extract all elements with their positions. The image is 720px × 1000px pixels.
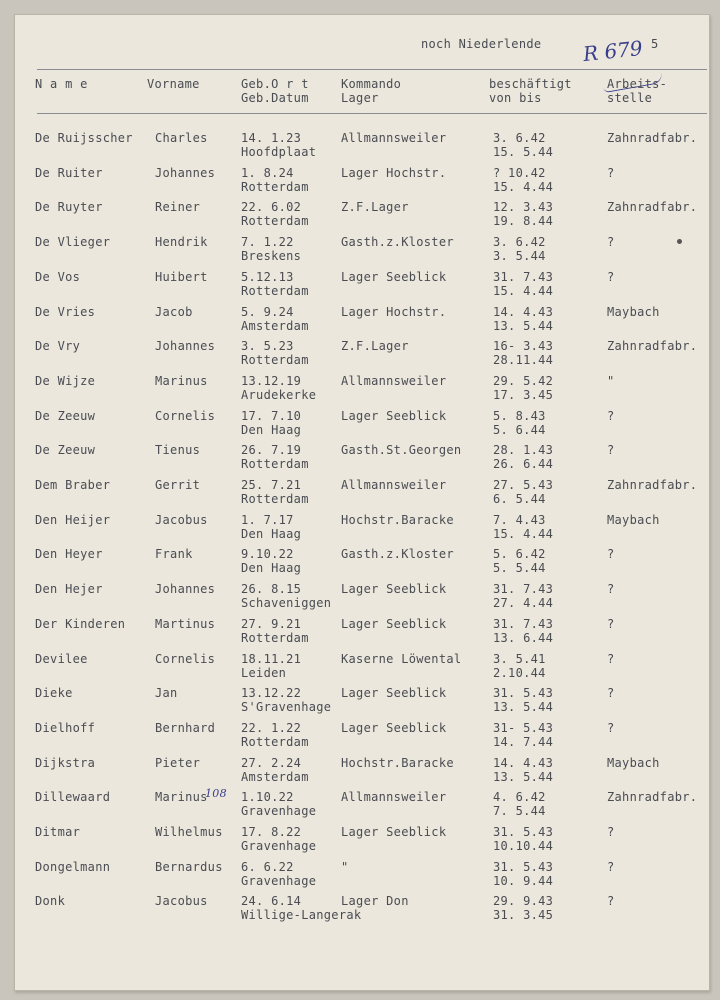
entry-bis: 15. 4.44 bbox=[493, 283, 554, 298]
entry-birth-place: Den Haag bbox=[241, 526, 302, 541]
entry-arbeitsstelle: Zahnradfabr. bbox=[607, 200, 698, 215]
entry-vorname: Jan bbox=[155, 686, 178, 701]
entry-arbeitsstelle: ? bbox=[607, 547, 615, 562]
table-row bbox=[15, 721, 709, 755]
entry-bis: 10.10.44 bbox=[493, 839, 554, 853]
entry-arbeitsstelle: ? bbox=[607, 651, 615, 666]
entry-vorname: Gerrit bbox=[155, 478, 201, 492]
entry-name: Den Hejer bbox=[35, 582, 103, 597]
entry-vorname: Johannes bbox=[155, 339, 216, 354]
entry-birth-date: 13.12.22 bbox=[241, 686, 302, 701]
table-row bbox=[15, 166, 709, 200]
entry-birth-place: S'Gravenhage bbox=[241, 700, 332, 715]
entry-vorname: Johannes bbox=[155, 582, 216, 597]
entry-bis: 13. 6.44 bbox=[493, 630, 554, 645]
entry-arbeitsstelle: Zahnradfabr. bbox=[607, 478, 698, 492]
table-row bbox=[15, 200, 709, 234]
entry-name: Devilee bbox=[35, 651, 88, 666]
entry-von: 31. 5.43 bbox=[493, 686, 554, 701]
table-row bbox=[15, 339, 709, 373]
entry-birth-date: 7. 1.22 bbox=[241, 235, 294, 250]
entry-birth-date: 13.12.19 bbox=[241, 373, 302, 388]
entry-von: 31. 7.43 bbox=[493, 616, 554, 631]
entry-vorname: Bernardus bbox=[155, 859, 223, 874]
entry-lager: Lager Seeblick bbox=[341, 616, 447, 631]
entry-birth-place: Rotterdam bbox=[241, 179, 309, 194]
entry-birth-date: 1. 7.17 bbox=[241, 512, 294, 527]
entry-birth-date: 27. 2.24 bbox=[241, 755, 302, 770]
entry-von: 5. 8.43 bbox=[493, 408, 546, 423]
entry-name: Der Kinderen bbox=[35, 616, 126, 631]
entry-von: 12. 3.43 bbox=[493, 200, 554, 215]
entry-bis: 15. 4.44 bbox=[493, 179, 554, 194]
entry-name: De Zeeuw bbox=[35, 443, 96, 458]
entry-von: 31. 5.43 bbox=[493, 825, 554, 839]
table-row bbox=[15, 235, 709, 269]
entry-vorname: Reiner bbox=[155, 200, 201, 215]
entry-lager: Gasth.St.Georgen bbox=[341, 443, 462, 458]
entry-birth-date: 14. 1.23 bbox=[241, 131, 302, 145]
entry-bis: 17. 3.45 bbox=[493, 387, 554, 402]
entry-bis: 10. 9.44 bbox=[493, 873, 554, 888]
entry-bis: 15. 4.44 bbox=[493, 526, 554, 541]
entry-vorname: Bernhard bbox=[155, 720, 216, 735]
entry-bis: 2.10.44 bbox=[493, 665, 546, 680]
entry-name: De Ruijsscher bbox=[35, 131, 133, 145]
entry-von: 27. 5.43 bbox=[493, 478, 554, 492]
entry-lager: Kaserne Löwental bbox=[341, 651, 462, 666]
entry-bis: 19. 8.44 bbox=[493, 214, 554, 229]
entry-lager: Allmannsweiler bbox=[341, 373, 447, 388]
entry-arbeitsstelle: ? bbox=[607, 269, 615, 284]
entry-birth-date: 18.11.21 bbox=[241, 651, 302, 666]
entry-von: 7. 4.43 bbox=[493, 512, 546, 527]
entry-birth-date: 1. 8.24 bbox=[241, 165, 294, 180]
entry-arbeitsstelle: Zahnradfabr. bbox=[607, 131, 698, 145]
header-von-bis: von bis bbox=[489, 91, 542, 105]
entry-birth-date: 26. 8.15 bbox=[241, 582, 302, 597]
entry-name: De Wijze bbox=[35, 373, 96, 388]
entry-bis: 6. 5.44 bbox=[493, 492, 546, 506]
entry-vorname: Hendrik bbox=[155, 235, 208, 250]
entry-name: Dieke bbox=[35, 686, 73, 701]
handwritten-annotation: 108 bbox=[205, 787, 227, 800]
entry-birth-date: 27. 9.21 bbox=[241, 616, 302, 631]
entry-arbeitsstelle: ? bbox=[607, 235, 615, 250]
entry-name: Den Heyer bbox=[35, 547, 103, 562]
entry-bis: 15. 5.44 bbox=[493, 145, 554, 159]
entry-birth-place: Breskens bbox=[241, 249, 302, 264]
entry-lager: Lager Seeblick bbox=[341, 686, 447, 701]
entry-bis: 7. 5.44 bbox=[493, 804, 546, 819]
entry-vorname: Marinus bbox=[155, 790, 208, 805]
header-stelle: stelle bbox=[607, 91, 653, 105]
entry-birth-date: 1.10.22 bbox=[241, 790, 294, 805]
entry-von: 31. 7.43 bbox=[493, 582, 554, 597]
entry-birth-place: Gravenhage bbox=[241, 804, 317, 819]
entry-lager: Lager Seeblick bbox=[341, 582, 447, 597]
table-row bbox=[15, 686, 709, 720]
entry-birth-place: Den Haag bbox=[241, 561, 302, 576]
entry-birth-date: 22. 6.02 bbox=[241, 200, 302, 215]
entry-bis: 5. 5.44 bbox=[493, 561, 546, 576]
entry-von: 5. 6.42 bbox=[493, 547, 546, 562]
entry-name: Dijkstra bbox=[35, 755, 96, 770]
entry-vorname: Pieter bbox=[155, 755, 201, 770]
entry-vorname: Jacobus bbox=[155, 512, 208, 527]
table-row bbox=[15, 894, 709, 928]
entry-lager: Lager Seeblick bbox=[341, 720, 447, 735]
entry-birth-place: Rotterdam bbox=[241, 214, 309, 229]
table-row bbox=[15, 409, 709, 443]
header-rule-top bbox=[37, 69, 707, 70]
entry-von: 16- 3.43 bbox=[493, 339, 554, 354]
entry-bis: 13. 5.44 bbox=[493, 700, 554, 715]
entry-von: 3. 6.42 bbox=[493, 131, 546, 145]
entry-name: De Vlieger bbox=[35, 235, 111, 250]
entry-birth-date: 22. 1.22 bbox=[241, 720, 302, 735]
entry-birth-date: 9.10.22 bbox=[241, 547, 294, 562]
entry-birth-place: Schaveniggen bbox=[241, 596, 332, 611]
entry-bis: 13. 5.44 bbox=[493, 318, 554, 333]
table-row bbox=[15, 513, 709, 547]
entry-von: 14. 4.43 bbox=[493, 755, 554, 770]
entry-lager: Gasth.z.Kloster bbox=[341, 235, 454, 250]
entry-lager: Allmannsweiler bbox=[341, 478, 447, 492]
ink-dot bbox=[677, 239, 682, 244]
entry-birth-place: Amsterdam bbox=[241, 769, 309, 784]
entry-birth-place: Rotterdam bbox=[241, 630, 309, 645]
entry-arbeitsstelle: Zahnradfabr. bbox=[607, 790, 698, 805]
entry-lager: Hochstr.Baracke bbox=[341, 755, 454, 770]
entry-vorname: Charles bbox=[155, 131, 208, 145]
table-row bbox=[15, 582, 709, 616]
table-row bbox=[15, 652, 709, 686]
entry-lager: Lager Seeblick bbox=[341, 269, 447, 284]
table-row bbox=[15, 790, 709, 824]
entry-lager: Z.F.Lager bbox=[341, 200, 409, 215]
entry-bis: 14. 7.44 bbox=[493, 734, 554, 749]
entry-bis: 26. 6.44 bbox=[493, 457, 554, 472]
entry-arbeitsstelle: ? bbox=[607, 408, 615, 423]
header-arbeits: Arbeits- bbox=[607, 77, 668, 91]
entry-arbeitsstelle: Maybach bbox=[607, 512, 660, 527]
entry-birth-place: Gravenhage bbox=[241, 873, 317, 888]
table-row bbox=[15, 547, 709, 581]
table-row bbox=[15, 825, 709, 859]
continuation-label: noch Niederlende bbox=[421, 37, 542, 51]
entry-arbeitsstelle: " bbox=[607, 373, 615, 388]
entry-von: 29. 9.43 bbox=[493, 894, 554, 909]
table-row bbox=[15, 305, 709, 339]
entry-von: 4. 6.42 bbox=[493, 790, 546, 805]
header-beschaeftigt: beschäftigt bbox=[489, 77, 572, 91]
header-lager: Lager bbox=[341, 91, 379, 105]
page-number: 5 bbox=[651, 37, 659, 51]
entry-birth-place: Den Haag bbox=[241, 422, 302, 437]
header-name: N a m e bbox=[35, 77, 88, 91]
entry-vorname: Frank bbox=[155, 547, 193, 562]
entry-arbeitsstelle: ? bbox=[607, 686, 615, 701]
table-row bbox=[15, 617, 709, 651]
entry-birth-date: 17. 8.22 bbox=[241, 825, 302, 839]
table-row bbox=[15, 443, 709, 477]
entry-lager: Allmannsweiler bbox=[341, 131, 447, 145]
entry-name: De Vry bbox=[35, 339, 81, 354]
entry-vorname: Cornelis bbox=[155, 408, 216, 423]
entry-name: De Zeeuw bbox=[35, 408, 96, 423]
entry-name: Dielhoff bbox=[35, 720, 96, 735]
entry-vorname: Cornelis bbox=[155, 651, 216, 666]
entry-lager: Lager Don bbox=[341, 894, 409, 909]
entry-von: 31- 5.43 bbox=[493, 720, 554, 735]
entry-vorname: Martinus bbox=[155, 616, 216, 631]
entry-name: De Vos bbox=[35, 269, 81, 284]
entry-von: 28. 1.43 bbox=[493, 443, 554, 458]
table-row bbox=[15, 860, 709, 894]
entry-birth-place: Rotterdam bbox=[241, 492, 309, 506]
entry-arbeitsstelle: ? bbox=[607, 616, 615, 631]
entry-birth-place: Rotterdam bbox=[241, 457, 309, 472]
entry-von: 3. 6.42 bbox=[493, 235, 546, 250]
entry-arbeitsstelle: ? bbox=[607, 825, 615, 839]
entry-von: 3. 5.41 bbox=[493, 651, 546, 666]
entry-birth-date: 6. 6.22 bbox=[241, 859, 294, 874]
entry-arbeitsstelle: ? bbox=[607, 582, 615, 597]
entry-von: 31. 7.43 bbox=[493, 269, 554, 284]
entry-birth-place: Amsterdam bbox=[241, 318, 309, 333]
entry-bis: 28.11.44 bbox=[493, 353, 554, 368]
entry-vorname: Jacob bbox=[155, 304, 193, 319]
entry-vorname: Jacobus bbox=[155, 894, 208, 909]
entry-arbeitsstelle: ? bbox=[607, 165, 615, 180]
entry-von: ? 10.42 bbox=[493, 165, 546, 180]
entry-birth-place: Arudekerke bbox=[241, 387, 317, 402]
entry-birth-place: Gravenhage bbox=[241, 839, 317, 853]
entry-lager: Allmannsweiler bbox=[341, 790, 447, 805]
entry-birth-date: 17. 7.10 bbox=[241, 408, 302, 423]
entry-vorname: Huibert bbox=[155, 269, 208, 284]
entry-arbeitsstelle: ? bbox=[607, 894, 615, 909]
table-row bbox=[15, 478, 709, 512]
entry-lager: Lager Hochstr. bbox=[341, 165, 447, 180]
header-geb-datum: Geb.Datum bbox=[241, 91, 309, 105]
entry-birth-date: 24. 6.14 bbox=[241, 894, 302, 909]
entry-von: 14. 4.43 bbox=[493, 304, 554, 319]
entry-birth-place: Willige-Langerak bbox=[241, 908, 362, 923]
table-row bbox=[15, 374, 709, 408]
entry-name: De Vries bbox=[35, 304, 96, 319]
entry-birth-date: 25. 7.21 bbox=[241, 478, 302, 492]
entry-lager: " bbox=[341, 859, 349, 874]
entry-birth-place: Leiden bbox=[241, 665, 287, 680]
entry-arbeitsstelle: ? bbox=[607, 859, 615, 874]
entry-vorname: Johannes bbox=[155, 165, 216, 180]
header-geb-ort: Geb.O r t bbox=[241, 77, 309, 91]
entry-bis: 31. 3.45 bbox=[493, 908, 554, 923]
entry-arbeitsstelle: Maybach bbox=[607, 304, 660, 319]
header-vorname: Vorname bbox=[147, 77, 200, 91]
entry-lager: Lager Hochstr. bbox=[341, 304, 447, 319]
entry-name: Ditmar bbox=[35, 825, 81, 839]
entry-name: Den Heijer bbox=[35, 512, 111, 527]
entry-name: De Ruiter bbox=[35, 165, 103, 180]
entry-vorname: Tienus bbox=[155, 443, 201, 458]
entry-arbeitsstelle: Maybach bbox=[607, 755, 660, 770]
entry-birth-place: Hoofdplaat bbox=[241, 145, 317, 159]
entry-lager: Lager Seeblick bbox=[341, 825, 447, 839]
entry-birth-place: Rotterdam bbox=[241, 734, 309, 749]
entry-von: 31. 5.43 bbox=[493, 859, 554, 874]
table-row bbox=[15, 756, 709, 790]
entry-bis: 5. 6.44 bbox=[493, 422, 546, 437]
entry-name: Dem Braber bbox=[35, 478, 111, 492]
entry-lager: Z.F.Lager bbox=[341, 339, 409, 354]
entry-bis: 3. 5.44 bbox=[493, 249, 546, 264]
entry-name: De Ruyter bbox=[35, 200, 103, 215]
archive-stamp: R 679 bbox=[581, 35, 644, 67]
entry-birth-date: 26. 7.19 bbox=[241, 443, 302, 458]
entry-bis: 27. 4.44 bbox=[493, 596, 554, 611]
header-rule-bottom bbox=[37, 113, 707, 114]
entry-von: 29. 5.42 bbox=[493, 373, 554, 388]
table-row bbox=[15, 270, 709, 304]
entry-lager: Gasth.z.Kloster bbox=[341, 547, 454, 562]
entry-lager: Hochstr.Baracke bbox=[341, 512, 454, 527]
entry-birth-place: Rotterdam bbox=[241, 283, 309, 298]
entry-birth-date: 5. 9.24 bbox=[241, 304, 294, 319]
entry-birth-place: Rotterdam bbox=[241, 353, 309, 368]
entry-vorname: Wilhelmus bbox=[155, 825, 223, 839]
document-sheet bbox=[14, 14, 710, 991]
entry-lager: Lager Seeblick bbox=[341, 408, 447, 423]
entry-name: Dongelmann bbox=[35, 859, 111, 874]
entry-bis: 13. 5.44 bbox=[493, 769, 554, 784]
entry-name: Donk bbox=[35, 894, 66, 909]
entry-arbeitsstelle: ? bbox=[607, 443, 615, 458]
entry-vorname: Marinus bbox=[155, 373, 208, 388]
header-kommando: Kommando bbox=[341, 77, 402, 91]
entry-arbeitsstelle: Zahnradfabr. bbox=[607, 339, 698, 354]
table-row bbox=[15, 131, 709, 165]
entry-birth-date: 5.12.13 bbox=[241, 269, 294, 284]
entry-name: Dillewaard bbox=[35, 790, 111, 805]
entry-arbeitsstelle: ? bbox=[607, 720, 615, 735]
entry-birth-date: 3. 5.23 bbox=[241, 339, 294, 354]
